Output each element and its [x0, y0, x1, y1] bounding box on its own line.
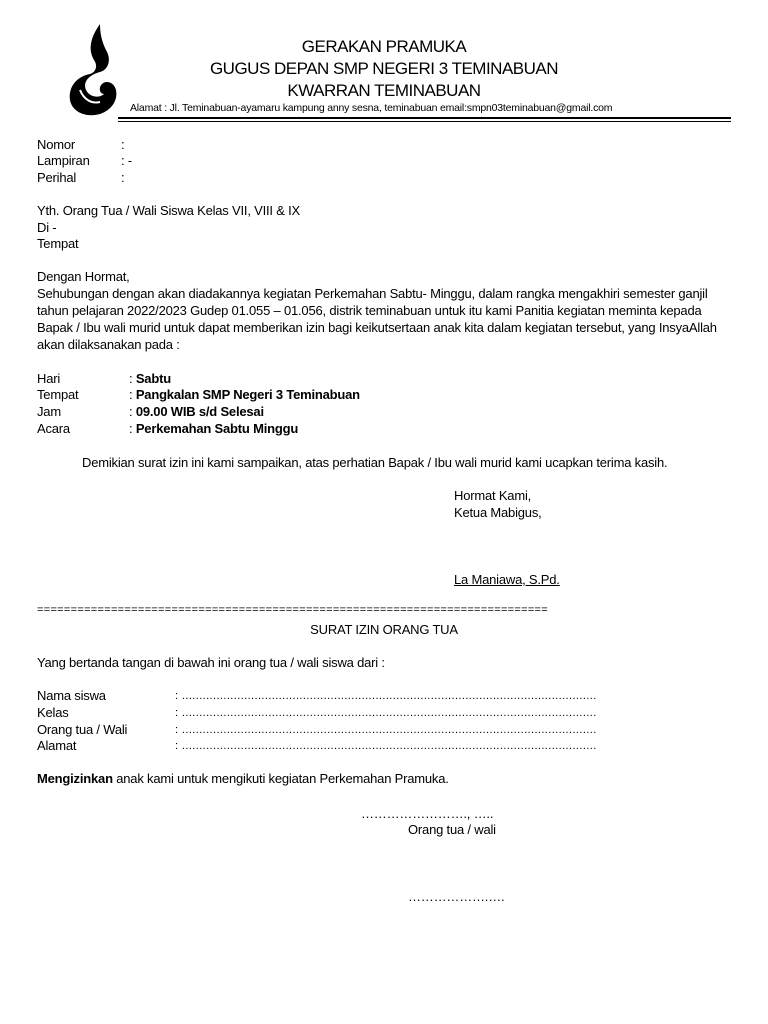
detail-value-text: 09.00 WIB s/d Selesai	[135, 404, 264, 419]
lampiran-label: Lampiran	[37, 153, 90, 168]
consent-sentence	[37, 771, 449, 787]
signatory-name: La Maniawa, S.Pd.	[454, 572, 560, 587]
recipient-line1: Yth. Orang Tua / Wali Siswa Kelas VII, VIII & IX	[37, 203, 301, 218]
form-field-value: : ........................................................................................................................	[175, 724, 597, 736]
perihal-value: :	[121, 170, 125, 185]
form-field-value: : ........................................................................................................................	[175, 740, 597, 752]
separator-line: ============================================================================	[37, 604, 549, 616]
org-name-line1: GERAKAN PRAMUKA	[301, 37, 467, 56]
header-rule-thick	[118, 117, 731, 119]
detail-value-hari: : Sabtu	[129, 371, 171, 386]
detail-value-text: Pangkalan SMP Negeri 3 Teminabuan	[135, 387, 360, 402]
address-line: Alamat : Jl. Teminabuan-ayamaru kampung anny sesna, teminabuan email:smpn03teminabuan@gmail.com	[130, 102, 613, 114]
recipient-line2: Di -	[37, 220, 57, 235]
body-line: Bapak / Ibu wali murid untuk dapat memberikan izin bagi keikutsertaan anak kita dalam kegiatan tersebut, yang InsyaAllah	[37, 320, 717, 335]
nomor-value: :	[121, 137, 125, 152]
form-title: SURAT IZIN ORANG TUA	[310, 622, 458, 637]
detail-value-tempat: : Pangkalan SMP Negeri 3 Teminabuan	[129, 387, 360, 402]
form-field-value: : ........................................................................................................................	[175, 707, 597, 719]
body-line: tahun pelajaran 2022/2023 Gudep 01.055 – 01.056, distrik teminabuan untuk itu kami Panitia kegiatan meminta kepada	[37, 303, 702, 318]
perihal-label: Perihal	[37, 170, 77, 185]
signature-line2: Ketua Mabigus,	[454, 505, 542, 520]
form-field-value: : ........................................................................................................................	[175, 690, 597, 702]
form-field-label: Kelas	[37, 705, 69, 720]
detail-label-jam: Jam	[37, 404, 61, 419]
signature-line1: Hormat Kami,	[454, 488, 532, 503]
greeting: Dengan Hormat,	[37, 269, 130, 284]
org-name-line2: GUGUS DEPAN SMP NEGERI 3 TEMINABUAN	[209, 59, 559, 78]
header-rule-thin	[118, 121, 731, 122]
detail-label-acara: Acara	[37, 421, 70, 436]
form-field-label: Alamat	[37, 738, 77, 753]
detail-value-jam: : 09.00 WIB s/d Selesai	[129, 404, 264, 419]
detail-value-text: Sabtu	[135, 371, 171, 386]
body-line: Sehubungan dengan akan diadakannya kegiatan Perkemahan Sabtu- Minggu, dalam rangka mengakhiri semester ganjil	[37, 286, 708, 301]
org-name-line3: KWARRAN TEMINABUAN	[287, 81, 481, 100]
lampiran-value: : -	[121, 153, 132, 168]
recipient-line3: Tempat	[37, 236, 79, 251]
form-field-label: Orang tua / Wali	[37, 722, 128, 737]
detail-value-text: Perkemahan Sabtu Minggu	[135, 421, 299, 436]
detail-label-hari: Hari	[37, 371, 61, 386]
form-intro: Yang bertanda tangan di bawah ini orang tua / wali siswa dari :	[37, 655, 385, 670]
detail-value-acara: : Perkemahan Sabtu Minggu	[129, 421, 299, 436]
signer-dots: ……………….….	[408, 889, 505, 904]
place-date-blank: ……………………., …..	[361, 806, 494, 821]
closing-sentence: Demikian surat izin ini kami sampaikan, atas perhatian Bapak / Ibu wali murid kami ucapkan terima kasih.	[82, 455, 668, 470]
body-line: akan dilaksanakan pada :	[37, 337, 180, 352]
nomor-label: Nomor	[37, 137, 76, 152]
detail-label-tempat: Tempat	[37, 387, 79, 402]
form-field-label: Nama siswa	[37, 688, 106, 703]
consent-keyword: Mengizinkan	[37, 771, 113, 786]
signer-label: Orang tua / wali	[408, 822, 496, 837]
consent-rest: anak kami untuk mengikuti kegiatan Perkemahan Pramuka.	[112, 771, 449, 786]
